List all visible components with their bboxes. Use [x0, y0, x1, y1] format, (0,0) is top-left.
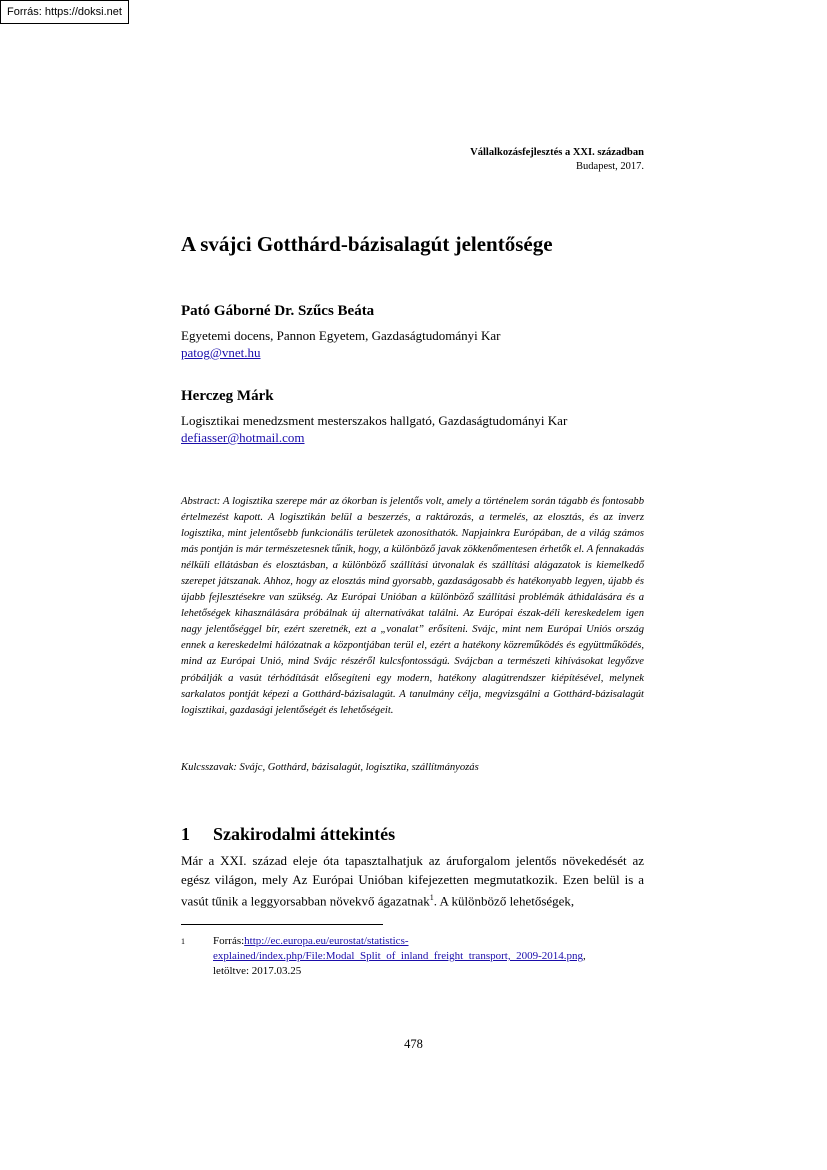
page-number: 478	[404, 1037, 423, 1051]
footnote-prefix: Forrás:	[213, 935, 245, 947]
footnote-download-date: letöltve: 2017.03.25	[213, 965, 302, 977]
author-name: Herczeg Márk	[181, 388, 274, 404]
running-header	[470, 146, 644, 174]
footnote-reference[interactable]: 1	[429, 893, 434, 902]
footnote-suffix: ,	[582, 950, 586, 962]
series-title: Vállalkozásfejlesztés a XXI. században	[470, 147, 644, 158]
author-name: Pató Gáborné Dr. Szűcs Beáta	[181, 303, 375, 319]
author-block-2	[181, 386, 651, 447]
section-heading	[181, 822, 395, 846]
paper-title: A svájci Gotthárd-bázisalagút jelentősége	[181, 232, 553, 256]
source-tag: Forrás: https://doksi.net	[0, 0, 129, 24]
footnote-source-link[interactable]: http://ec.europa.eu/eurostat/statistics-explained/index.php/File:Modal_Split_of_inland_freight_transport,_2009-2014.png	[213, 935, 583, 962]
author-block-1	[181, 301, 651, 362]
section-number: 1	[181, 824, 190, 844]
footnote-divider	[181, 924, 383, 925]
body-text-continued: . A különböző lehetőségek,	[433, 893, 575, 909]
author-affiliation: Logisztikai menedzsment mesterszakos hallgató, Gazdaságtudományi Kar	[181, 413, 568, 428]
footnote-number: 1	[181, 937, 185, 946]
footnote	[181, 934, 644, 979]
section-title: Szakirodalmi áttekintés	[213, 824, 396, 844]
author-email-link[interactable]: defiasser@hotmail.com	[181, 430, 305, 445]
author-affiliation: Egyetemi docens, Pannon Egyetem, Gazdaságtudományi Kar	[181, 328, 501, 343]
place-year: Budapest, 2017.	[576, 161, 644, 172]
author-email-link[interactable]: patog@vnet.hu	[181, 345, 261, 360]
abstract: Abstract: A logisztika szerepe már az ókorban is jelentős volt, amely a történelem során tágabb és fontosabb értelmezést kapott. A logisztikán belül a beszerzés, a raktározás, a termelés, az elosztás, és az inverz logisztika, mint jelentősebb funkcionális területek azonosíthatók. Napjainkra Európában, de a világ számos más pontján is már természetesnek tűnik, hogy, a különböző javak zökkenőmentesen érhetők el. A fennakadás nélküli ellátásban és elosztásban, a különböző szállítási útvonalak és szállítási alágazatok is kiemelkedő szerepet játszanak. Ahhoz, hogy az elosztás mind gyorsabb, gazdaságosabb és hatékonyabb legyen, újabb és újabb fejlesztésekre van szükség. Az Európai Unióban a különböző szállítási problémák áthidalására és a lehetőségek kihasználására próbálnak új alternatívákat találni. Az Európai észak-déli kereskedelem igen nagy jelentőséggel bír, ezért szeretnék, ezt a „vonalat” erősíteni. Svájc, mint nem Európai Uniós ország ennek a kereskedelmi hálózatnak a központjában terül el, ezért a hatékony közreműködés és együttműködés, mind az Európai Unió, mind Svájc részéről kulcsfontosságú. Svájcban a természeti kihívásokat legyőzve próbálják a vasút térhódítását elősegíteni egy modern, hatékony alagútrendszer kiépítésével, melynek sarkalatos pontját képezi a Gotthárd-bázisalagút. A tanulmány célja, megvizsgálni a Gotthárd-bázisalagút logisztikai, gazdasági jelentőségét és lehetőségeit.	[181, 496, 644, 716]
body-text: Már a XXI. század eleje óta tapasztalhatjuk az áruforgalom jelentős növekedését az egész világon, mely Az Európai Unióban kifejezetten megmutatkozik. Ezen belül is a vasút tűnik a leggyorsabban növekvő ágazatnak	[181, 853, 644, 909]
body-paragraph	[181, 852, 644, 911]
keywords: Kulcsszavak: Svájc, Gotthárd, bázisalagút, logisztika, szállítmányozás	[181, 762, 479, 773]
footnote-body	[213, 934, 644, 979]
